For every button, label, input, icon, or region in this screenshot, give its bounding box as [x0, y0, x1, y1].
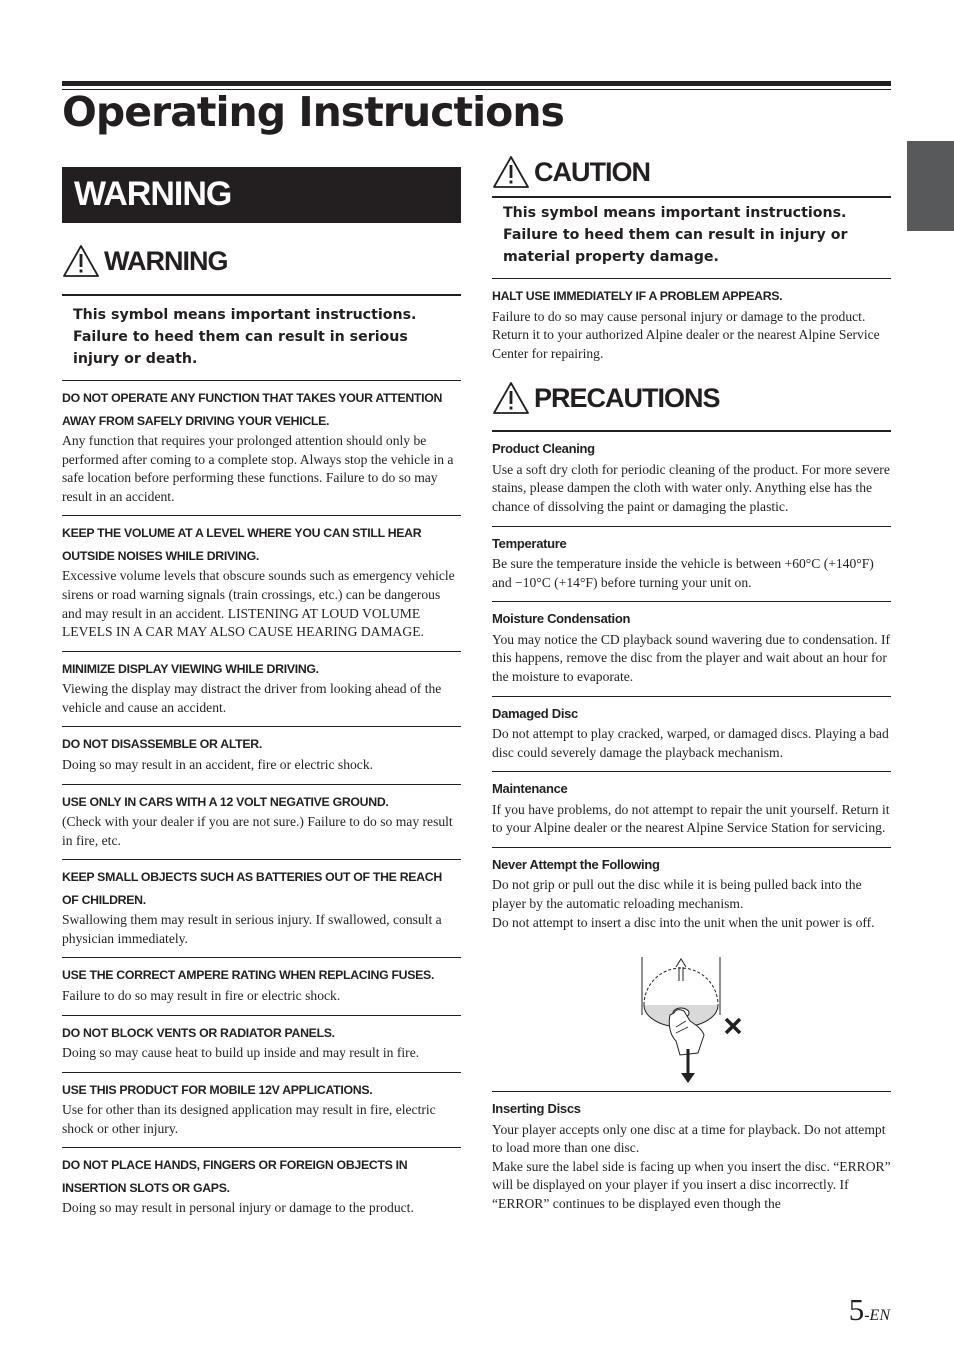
warning-item-text: Doing so may result in personal injury or damage to the product. — [62, 1200, 414, 1216]
inserting-discs-line: Your player accepts only one disc at a time for playback. Do not attempt to load more than one disc. — [492, 1121, 886, 1156]
warning-item — [62, 785, 461, 861]
precaution-item-text: Use a soft dry cloth for periodic cleaning of the product. For more severe stains, please dampen the cloth with water only. Anything else has the chance of dissolving the paint or damaging the plastic. — [492, 461, 890, 514]
warning-item-text: Viewing the display may distract the driver from looking ahead of the vehicle and cause an accident. — [62, 681, 442, 715]
inserting-discs-line: Make sure the label side is facing up when you insert the disc. “ERROR” will be displayed on your player if you insert a disc incorrectly. If “ERROR” continues to be displayed even though the — [492, 1158, 891, 1212]
left-column — [62, 167, 461, 1227]
precaution-item — [492, 848, 891, 941]
inserting-discs-text — [492, 1121, 891, 1214]
precaution-item-title: Never Attempt the Following — [492, 856, 660, 872]
precaution-item-text: You may notice the CD playback sound wavering due to condensation. If this happens, remove the disc from the player and wait about an hour for the moisture to evaporate. — [492, 631, 891, 684]
warning-symbol-label: WARNING — [104, 245, 228, 276]
warning-item-text: Excessive volume levels that obscure sounds such as emergency vehicle sirens or road warning signals (train crossings, etc.) can be dangerous and may result in an accident. LISTENING AT LOUD VOLUME LEVELS IN A CAR MAY ALSO CAUSE HEARING DAMAGE. — [62, 568, 455, 640]
caution-item-title: HALT USE IMMEDIATELY IF A PROBLEM APPEARS. — [492, 289, 783, 303]
precaution-item-text: Be sure the temperature inside the vehicle is between +60°C (+140°F) and −10°C (+14°F) before turning your unit on. — [492, 556, 874, 590]
warning-item — [62, 652, 461, 728]
caution-item — [492, 279, 891, 372]
precaution-item — [492, 527, 891, 603]
page-number — [849, 1292, 890, 1328]
warning-item-title: DO NOT OPERATE ANY FUNCTION THAT TAKES YOUR ATTENTION AWAY FROM SAFELY DRIVING YOUR VEHICLE. — [62, 391, 443, 428]
page-number-value: 5 — [848, 1292, 865, 1327]
warning-item-title: DO NOT BLOCK VENTS OR RADIATOR PANELS. — [62, 1025, 335, 1040]
warning-item-text: Any function that requires your prolonged attention should only be performed after coming to a complete stop. Always stop the vehicle in a safe location before performing these functions. Failure to do so may result in an accident. — [62, 433, 454, 504]
warning-item-title: MINIMIZE DISPLAY VIEWING WHILE DRIVING. — [62, 661, 319, 676]
precaution-item-title: Moisture Condensation — [492, 611, 631, 627]
caution-item-text: Failure to do so may cause personal injury or damage to the product. Return it to your authorized Alpine dealer or the nearest Alpine Service Center for repairing. — [492, 308, 880, 361]
warning-item-title: USE ONLY IN CARS WITH A 12 VOLT NEGATIVE GROUND. — [62, 794, 389, 809]
warning-triangle-icon — [62, 244, 100, 278]
warning-item-text: Swallowing them may result in serious injury. If swallowed, consult a physician immediately. — [62, 912, 442, 946]
warning-banner: WARNING — [62, 167, 461, 223]
warning-item — [62, 516, 461, 651]
warning-item-text: Doing so may result in an accident, fire or electric shock. — [62, 756, 374, 772]
disc-insertion-figure-icon — [640, 955, 750, 1085]
precaution-item — [492, 432, 891, 526]
precaution-item-title: Maintenance — [492, 781, 568, 797]
page-title: Operating Instructions — [62, 88, 564, 136]
warning-item-text: Failure to do so may result in fire or electric shock. — [62, 987, 341, 1003]
precaution-item-text: If you have problems, do not attempt to repair the unit yourself. Return it to your Alpine dealer or the nearest Alpine Service Station for servicing. — [492, 801, 890, 836]
warning-item — [62, 1016, 461, 1073]
warning-list — [62, 381, 461, 1227]
precaution-item-text — [492, 876, 891, 932]
precautions-symbol-heading — [492, 378, 891, 418]
precaution-item-title: Damaged Disc — [492, 705, 578, 721]
precaution-list — [492, 432, 891, 941]
right-column — [492, 152, 891, 1223]
disc-illustration — [492, 941, 891, 1091]
warning-item-text: Doing so may cause heat to build up inside and may result in fire. — [62, 1045, 420, 1060]
warning-item-title: USE THE CORRECT AMPERE RATING WHEN REPLACING FUSES. — [62, 968, 435, 983]
precaution-item — [492, 602, 891, 696]
caution-list — [492, 279, 891, 372]
warning-item-title: KEEP SMALL OBJECTS SUCH AS BATTERIES OUT OF THE REACH OF CHILDREN. — [62, 870, 442, 907]
caution-description: This symbol means important instructions. Failure to heed them can result in injury or material property damage. — [503, 205, 848, 265]
precaution-item-title: Temperature — [492, 535, 567, 551]
caution-symbol-heading — [492, 152, 891, 192]
inserting-discs-item — [492, 1092, 891, 1222]
warning-description: This symbol means important instructions. Failure to heed them can result in serious injury or death. — [73, 307, 417, 367]
warning-item — [62, 1073, 461, 1149]
warning-item — [62, 1148, 461, 1227]
warning-item-text: Use for other than its designed application may result in fire, electric shock or other injury. — [62, 1102, 436, 1136]
precaution-item-text: Do not attempt to play cracked, warped, or damaged discs. Playing a bad disc could severely damage the playback mechanism. — [492, 726, 889, 760]
warning-item — [62, 860, 461, 958]
warning-item-text: (Check with your dealer if you are not sure.) Failure to do so may result in fire, etc. — [62, 814, 453, 848]
warning-item-title: DO NOT PLACE HANDS, FINGERS OR FOREIGN OBJECTS IN INSERTION SLOTS OR GAPS. — [62, 1158, 408, 1195]
precaution-item — [492, 772, 891, 848]
precaution-item-line: Do not grip or pull out the disc while it is being pulled back into the player by the automatic reloading mechanism. — [492, 877, 862, 911]
precaution-item-title: Product Cleaning — [492, 441, 595, 457]
warning-item — [62, 727, 461, 784]
precaution-item-line: Do not attempt to insert a disc into the unit when the unit power is off. — [492, 914, 875, 930]
top-rule — [62, 81, 891, 86]
warning-item — [62, 958, 461, 1015]
warning-item — [62, 381, 461, 516]
warning-item-title: KEEP THE VOLUME AT A LEVEL WHERE YOU CAN STILL HEAR OUTSIDE NOISES WHILE DRIVING. — [62, 526, 422, 563]
precautions-triangle-icon — [492, 381, 530, 415]
inserting-discs-title: Inserting Discs — [492, 1101, 581, 1117]
precaution-item — [492, 697, 891, 773]
warning-item-title: USE THIS PRODUCT FOR MOBILE 12V APPLICATIONS. — [62, 1082, 373, 1097]
side-tab — [907, 141, 954, 231]
caution-symbol-label: CAUTION — [534, 156, 650, 187]
warning-item-title: DO NOT DISASSEMBLE OR ALTER. — [62, 737, 262, 752]
caution-triangle-icon — [492, 155, 530, 189]
precautions-symbol-label: PRECAUTIONS — [534, 382, 720, 413]
page-number-suffix: -EN — [864, 1307, 890, 1324]
warning-symbol-heading — [62, 241, 461, 281]
